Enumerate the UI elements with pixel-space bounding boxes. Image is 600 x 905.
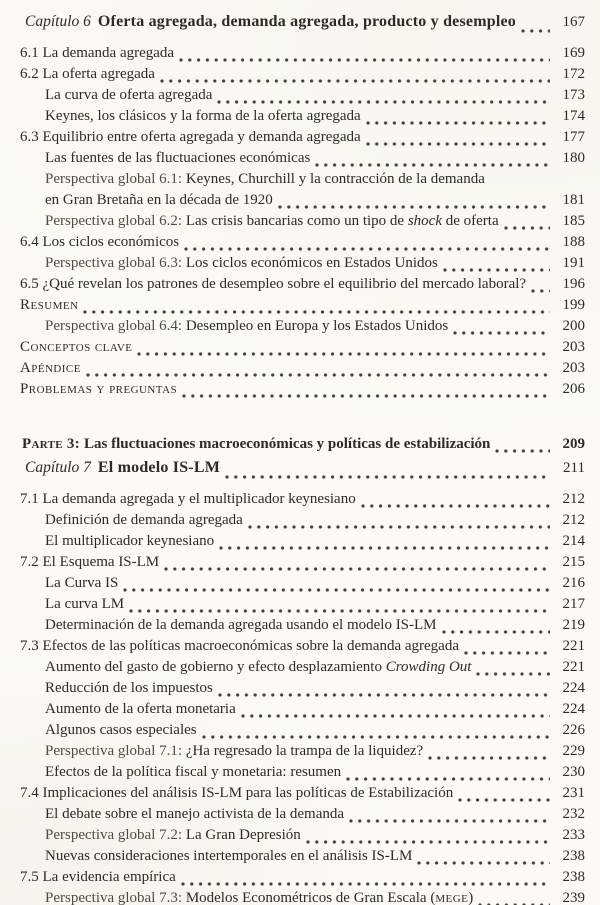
toc-text-run: Desempleo en Europa y los Estados Unidos [185,318,449,334]
entry-problemas-preguntas [20,381,585,402]
toc-text-run: ) [468,890,474,905]
perspectiva-7-3 [20,890,585,905]
page-number: 180 [562,150,585,166]
entry-curva-lm [20,596,585,617]
dot-leader [453,318,550,339]
dot-leader [225,459,550,483]
page-number: 214 [562,533,585,549]
toc-text-run: 6.4 Los ciclos económicos [20,234,180,250]
toc-entry-text [45,827,301,844]
page-number: 173 [562,87,585,103]
page-number: 232 [562,806,585,822]
page-number: 231 [562,785,585,801]
entry-6-3 [20,129,585,150]
toc-text-run: Las fluctuaciones macroeconómicas y políticas de estabilización [84,436,491,452]
toc-entry-text [20,554,159,571]
entry-keynes-clasicos [20,108,585,129]
toc-entry-text [45,213,499,230]
page-number: 221 [562,638,585,654]
entry-7-5 [20,869,585,890]
toc-text-run: Los ciclos económicos en Estados Unidos [185,255,438,271]
perspectiva-7-2 [20,827,585,848]
toc-entry-text [20,360,81,377]
toc-entry-text [45,701,236,718]
toc-text-run: La curva de oferta agregada [45,87,213,103]
entry-nuevas-consideraciones [20,848,585,869]
toc-text-run: 7.1 La demanda agregada y el multiplicador keynesiano [20,491,356,507]
page-number: 226 [562,722,585,738]
dot-leader [248,512,550,533]
entry-curva-oferta [20,87,585,108]
dot-leader [366,129,550,150]
chapter-7-heading [20,459,585,483]
toc-text-run: 6.2 La oferta agregada [20,66,155,82]
entry-6-2 [20,66,585,87]
toc-entry-text [45,659,471,676]
chapter-6-heading [20,13,585,37]
toc-text-run: Oferta agregada, demanda agregada, producto y desempleo [97,13,516,30]
toc-text-run: Perspectiva global 6.2: [45,213,186,229]
dot-leader [179,45,550,66]
page-number: 188 [562,234,585,250]
dot-leader [476,659,550,680]
page-number: 169 [562,45,585,61]
toc-entry-text [45,575,118,592]
dot-leader [129,596,550,617]
toc-text-run: shock [407,213,442,229]
dot-leader [346,764,550,785]
toc-text-run: La curva LM [45,596,125,612]
page-number: 177 [562,129,585,145]
entry-apendice [20,360,585,381]
dot-leader [495,436,550,457]
toc-text-run: de oferta [442,213,499,229]
dot-leader [202,722,550,743]
perspectiva-6-4 [20,318,585,339]
toc-text-run: Parte 3: [22,436,85,452]
entry-6-5 [20,276,585,297]
toc-entry-text [45,512,243,529]
toc-text-run: Perspectiva global 7.1: [45,743,186,759]
dot-leader [458,785,550,806]
toc-text-run: 7.3 Efectos de las políticas macroeconómicas sobre la demanda agregada [20,638,459,654]
page-number: 196 [562,276,585,292]
toc-entry-text [45,533,214,550]
toc-text-run: 6.1 La demanda agregada [20,45,175,61]
page-number: 185 [562,213,585,229]
entry-casos-especiales [20,722,585,743]
entry-7-3 [20,638,585,659]
dot-leader [164,554,550,575]
toc-text-run: ¿Ha regresado la trampa de la liquidez? [185,743,424,759]
dot-leader [83,297,550,318]
toc-text-run: Perspectiva global 6.4: [45,318,186,334]
dot-leader [442,617,550,638]
entry-multiplicador [20,533,585,554]
dot-leader [218,680,550,701]
toc-entry-text [20,234,179,251]
page-number: 212 [562,491,585,507]
toc-entry-text [20,638,459,655]
page-number: 212 [562,512,585,528]
dot-leader [241,701,550,722]
entry-6-4 [20,234,585,255]
toc-text-run: Perspectiva global 7.3: [45,890,186,905]
dot-leader [521,13,550,37]
toc-entry-text [45,171,485,188]
page-number: 191 [562,255,585,271]
toc-text-run: Crowding Out [385,659,472,675]
toc-text-run: Reducción de los impuestos [45,680,213,696]
toc-text-run: Conceptos clave [20,339,133,355]
page-number: 229 [562,743,585,759]
page-number: 211 [563,460,585,476]
entry-resumen [20,297,585,318]
page-number: 216 [562,575,585,591]
dot-leader [361,491,550,512]
toc-entry-text [45,108,361,125]
parte-3-heading [20,436,585,457]
page-number: 239 [562,890,585,905]
toc-entry-text [20,491,356,508]
page-number: 203 [562,360,585,376]
entry-determinacion [20,617,585,638]
toc-text-run: Definición de demanda agregada [45,512,243,528]
toc-entry-text [20,869,176,886]
toc-text-run: Efectos de la política fiscal y monetaria: resumen [45,764,342,780]
toc-text-run: Determinación de la demanda agregada usando el modelo IS-LM [45,617,437,633]
toc-entry-text [45,680,213,697]
toc-text-run: Aumento de la oferta monetaria [45,701,236,717]
toc-text-run: Las fuentes de las fluctuaciones económicas [45,150,311,166]
page-number: 181 [562,192,585,208]
entry-fuentes-fluctuaciones [20,150,585,171]
entry-curva-is [20,575,585,596]
entry-7-4 [20,785,585,806]
toc-entry-text [45,743,423,760]
toc-entry-text [45,87,212,104]
toc-text-run: Problemas y preguntas [20,381,178,397]
toc-entry-text [45,890,473,905]
toc-text-run: en Gran Bretaña en la década de 1920 [45,192,273,208]
dot-leader [217,87,550,108]
page-number: 199 [562,297,585,313]
page-number: 224 [562,680,585,696]
page-number: 206 [562,381,585,397]
page-number: 219 [562,617,585,633]
toc-text-run: 6.5 ¿Qué revelan los patrones de desempleo sobre el equilibrio del mercado laboral? [20,276,527,292]
dot-leader [86,360,550,381]
toc-text-run: Algunos casos especiales [45,722,197,738]
dot-leader [306,827,550,848]
entry-crowding-out [20,659,585,680]
toc-text-run: mege [435,890,469,905]
table-of-contents [20,13,585,905]
toc-entry-text [20,381,177,398]
toc-text-run: El multiplicador keynesiano [45,533,215,549]
toc-entry-text [20,785,453,802]
toc-text-run: El modelo IS-LM [97,459,221,476]
page-number: 217 [562,596,585,612]
toc-text-run: La Curva IS [45,575,119,591]
dot-leader [160,66,550,87]
toc-entry-text [45,722,197,739]
dot-leader [137,339,550,360]
toc-text-run: Perspectiva global 6.3: [45,255,186,271]
entry-reduccion-impuestos [20,680,585,701]
perspectiva-6-1-line2 [20,192,585,213]
toc-entry-text [25,13,516,31]
page-number: 238 [562,869,585,885]
dot-leader [443,255,550,276]
dot-leader [464,638,550,659]
entry-efectos-resumen [20,764,585,785]
dot-leader [181,869,550,890]
entry-7-1 [20,491,585,512]
page-number: 238 [562,848,585,864]
toc-entry-text [45,806,344,823]
toc-text-run: Capítulo 6 [25,13,91,30]
dot-leader [531,276,550,297]
dot-leader [428,743,550,764]
toc-entry-text [45,764,341,781]
entry-aumento-oferta [20,701,585,722]
page-number: 230 [562,764,585,780]
toc-entry-text [45,617,437,634]
toc-entry-text [25,459,220,477]
toc-text-run: Perspectiva global 7.2: [45,827,186,843]
toc-entry-text [20,276,526,293]
toc-entry-text [45,318,448,335]
dot-leader [504,213,550,234]
dot-leader [349,806,550,827]
toc-text-run: Capítulo 7 [25,459,91,476]
toc-entry-text [20,129,361,146]
toc-text-run: El debate sobre el manejo activista de la demanda [45,806,345,822]
dot-leader [278,192,550,213]
page-number: 233 [562,827,585,843]
toc-text-run: Keynes, los clásicos y la forma de la oferta agregada [45,108,361,124]
dot-leader [315,150,550,171]
page-number: 221 [562,659,585,675]
toc-entry-text [45,192,273,209]
dot-leader [366,108,550,129]
dot-leader [123,575,550,596]
toc-entry-text [20,297,78,314]
toc-text-run: Resumen [20,297,79,313]
toc-text-run: 7.2 El Esquema IS-LM [20,554,160,570]
page-number: 209 [562,436,585,452]
toc-text-run: Keynes, Churchill y la contracción de la demanda [185,171,485,187]
toc-text-run: 7.4 Implicaciones del análisis IS-LM para las políticas de Estabilización [20,785,454,801]
entry-7-2 [20,554,585,575]
entry-conceptos-clave [20,339,585,360]
page-number: 224 [562,701,585,717]
page-number: 215 [562,554,585,570]
perspectiva-7-1 [20,743,585,764]
toc-entry-text [45,848,412,865]
toc-entry-text [45,255,438,272]
page-number: 203 [562,339,585,355]
toc-text-run: Perspectiva global 6.1: [45,171,186,187]
page-number: 174 [562,108,585,124]
page-number: 172 [562,66,585,82]
page-number: 167 [562,14,585,30]
toc-text-run: 7.5 La evidencia empírica [20,869,176,885]
toc-entry-text [45,596,124,613]
perspectiva-6-3 [20,255,585,276]
perspectiva-6-1-line1 [20,171,585,192]
toc-text-run: 6.3 Equilibrio entre oferta agregada y demanda agregada [20,129,361,145]
dot-leader [219,533,550,554]
entry-6-1 [20,45,585,66]
toc-text-run: La Gran Depresión [185,827,301,843]
dot-leader [478,890,550,905]
toc-entry-text [45,150,310,167]
dot-leader [417,848,550,869]
entry-debate-activista [20,806,585,827]
toc-entry-text [20,339,132,356]
page-number: 200 [562,318,585,334]
toc-text-run: Modelos Econométricos de Gran Escala ( [185,890,436,905]
toc-entry-text [20,66,155,83]
dot-leader [182,381,550,402]
entry-definicion-demanda [20,512,585,533]
dot-leader [184,234,550,255]
perspectiva-6-2 [20,213,585,234]
toc-text-run: Las crisis bancarias como un tipo de [185,213,408,229]
toc-text-run: Nuevas consideraciones intertemporales en el análisis IS-LM [45,848,413,864]
toc-entry-text [20,45,174,62]
toc-text-run: Aumento del gasto de gobierno y efecto desplazamiento [45,659,386,675]
toc-entry-text [22,436,490,453]
toc-text-run: Apéndice [20,360,81,376]
